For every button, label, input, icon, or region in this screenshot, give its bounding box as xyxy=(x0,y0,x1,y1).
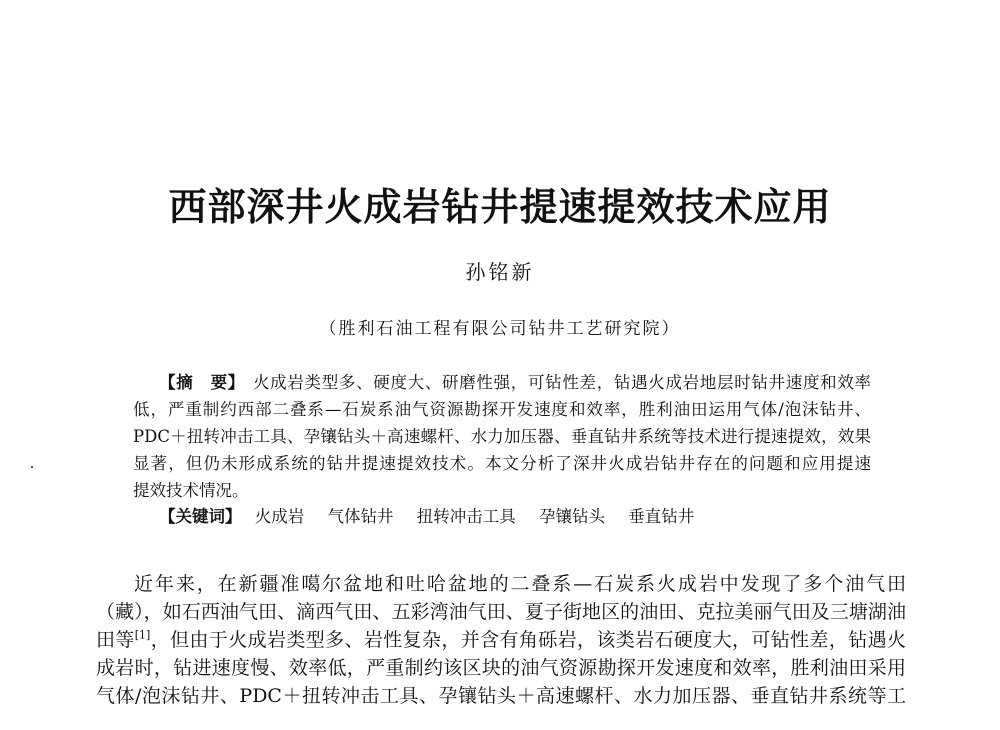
scan-speck xyxy=(31,466,33,468)
keyword: 垂直钻井 xyxy=(628,507,695,526)
abstract-line: 提效技术情况。 xyxy=(133,481,249,500)
body-line: 成岩时，钻进速度慢、效率低，严重制约该区块的油气资源勘探开发速度和效率，胜利油田采用 xyxy=(96,657,906,679)
keyword: 气体钻井 xyxy=(327,507,394,526)
keyword: 扭转冲击工具 xyxy=(416,507,516,526)
abstract-label: 【摘 要】 xyxy=(159,373,245,392)
abstract xyxy=(133,369,871,504)
body-text: ，但由于火成岩类型多、岩性复杂，并含有角砾岩，该类岩石硬度大，可钻性差，钻遇火 xyxy=(150,629,906,651)
author: 孙铭新 xyxy=(465,260,535,284)
body-line xyxy=(96,626,906,654)
keyword: 火成岩 xyxy=(254,507,305,526)
affiliation: （胜利石油工程有限公司钻井工艺研究院） xyxy=(319,319,681,339)
body-text: 田等 xyxy=(96,629,135,651)
abstract-text: 火成岩类型多、硬度大、研磨性强，可钻性差，钻遇火成岩地层时钻井速度和效率 xyxy=(252,373,871,392)
keywords xyxy=(159,503,712,527)
abstract-line xyxy=(133,369,871,396)
abstract-line: PDC＋扭转冲击工具、孕镶钻头＋高速螺杆、水力加压器、垂直钻井系统等技术进行提速提效，效果 xyxy=(133,427,871,446)
citation-ref: [1] xyxy=(134,628,151,642)
body-line: 气体/泡沫钻井、PDC＋扭转冲击工具、孕镶钻头＋高速螺杆、水力加压器、垂直钻井系统等工 xyxy=(96,685,906,707)
abstract-line: 显著，但仍未形成系统的钻井提速提效技术。本文分析了深井火成岩钻井存在的问题和应用提速 xyxy=(133,454,871,473)
body-line: 近年来，在新疆准噶尔盆地和吐哈盆地的二叠系—石炭系火成岩中发现了多个油气田 xyxy=(134,573,906,595)
keywords-label: 【关键词】 xyxy=(159,507,242,526)
body-line: （藏），如石西油气田、滴西气田、五彩湾油气田、夏子街地区的油田、克拉美丽气田及三塘湖油 xyxy=(96,601,906,623)
abstract-line: 低，严重制约西部二叠系—石炭系油气资源勘探开发速度和效率，胜利油田运用气体/泡沫钻井、 xyxy=(133,400,871,419)
body-paragraph xyxy=(96,570,906,710)
paper-title: 西部深井火成岩钻井提速提效技术应用 xyxy=(168,184,832,229)
keyword: 孕镶钻头 xyxy=(539,507,605,526)
